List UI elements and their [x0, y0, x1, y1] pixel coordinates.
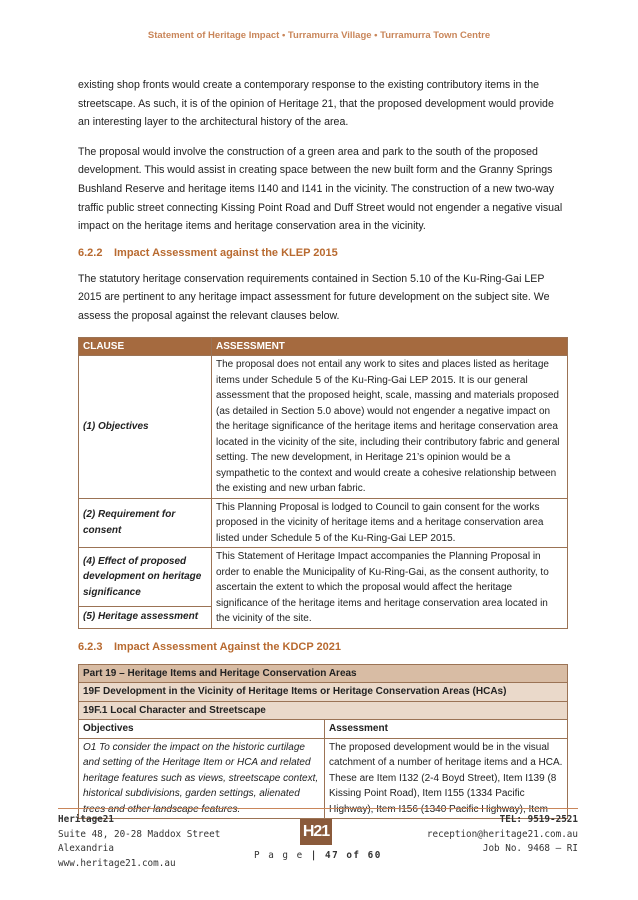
assessment-column-header: Assessment: [325, 720, 568, 739]
footer-contact-left: [58, 813, 220, 871]
subsection-heading: 19F Development in the Vicinity of Heritage Items or Heritage Conservation Areas (HCAs): [79, 683, 568, 702]
section-heading-klep: [78, 247, 568, 259]
footer-website: www.heritage21.com.au: [58, 857, 176, 869]
body-paragraph-3: The statutory heritage conservation requirements contained in Section 5.10 of the Ku-Ring-Gai LEP 2015 are pertinent to any heritage impact assessment for future development on the subject site. We assess the proposal against the relevant clauses below.: [78, 272, 550, 322]
assessment-cell: The proposed development would be in the visual catchment of a number of heritage items and a HCA. These are Item I132 (2-4 Boyd Street), Item I139 (8 Kissing Point Road), Item I155 (1334 Pacific Highway), Item I156 (1340 Pacific Highway), Item: [325, 738, 568, 819]
body-paragraph-2: The proposal would involve the construction of a green area and park to the south of the proposed development. This would assist in creating space between the new built form and the Granny Springs Bushland Reserve and heritage items I140 and I141 in the vicinity. The construction of a new two-way traffic public street connecting Kissing Point Road and Duff Street would not engender a negative visual impact on the heritage items and heritage conservation area in the vicinity.: [78, 145, 563, 233]
page-footer: [58, 813, 578, 873]
section-title: Impact Assessment Against the KDCP 2021: [114, 640, 342, 653]
footer-address-line-1: Suite 48, 20-28 Maddox Street: [58, 828, 221, 840]
page-header: Statement of Heritage Impact • Turramurra Village • Turramurra Town Centre: [147, 30, 491, 41]
assessment-cell: The proposal does not entail any work to sites and places listed as heritage items under Schedule 5 of the Ku-Ring-Gai LEP 2015. It is our general assessment that the proposed height, scale, massing and materials proposed (as detailed in Section 5.0 above) would not engender a negative impact on the heritage significance of the heritage items and heritage conservation area located in the vicinity of the site, including their contributory fabric and general setting. The new development, in Heritage 21’s opinion would be a sympathetic to the context and would create a cohesive relationship between the existing and new urban fabric.: [212, 356, 568, 499]
objectives-column-header: Objectives: [79, 720, 325, 739]
footer-address-line-2: Alexandria: [58, 843, 114, 854]
page-total: 60: [367, 850, 382, 861]
page-number: [254, 850, 394, 861]
table-header-row: [79, 664, 568, 683]
klep-assessment-table: [78, 337, 568, 629]
table-row: [79, 356, 568, 499]
clause-cell: (1) Objectives: [79, 356, 212, 499]
footer-job-number: Job No. 9468 – RI: [482, 843, 578, 854]
page-of: of: [346, 850, 361, 861]
section-number: 6.2.3: [78, 640, 103, 653]
page-label: P a g e: [254, 850, 304, 861]
page-current: 47: [325, 850, 340, 861]
clause-cell: (5) Heritage assessment: [79, 606, 212, 628]
table-header-row: [79, 337, 568, 356]
table-header-row: [79, 683, 568, 702]
assessment-cell: This Statement of Heritage Impact accompanies the Planning Proposal in order to enable the Municipality of Ku-Ring-Gai, as the consent authority, to ascertain the extent to which the proposal would affect the heritage significance of the heritage items and heritage conservation area located in the vicinity of the site.: [212, 548, 568, 629]
assessment-cell: This Planning Proposal is lodged to Council to gain consent for the works proposed in the vicinity of heritage items and a heritage conservation area listed under Schedule 5 of the Ku-Ring-Gai LEP 2015.: [212, 498, 568, 548]
body-paragraph-1: existing shop fronts would create a contemporary response to the existing contributory items in the streetscape. As such, it is of the opinion of Heritage 21, that the proposed development would provide an interesting layer to the architectural history of the area.: [78, 79, 554, 129]
section-number: 6.2.2: [78, 246, 103, 259]
clause-cell: (4) Effect of proposed development on heritage significance: [79, 548, 212, 607]
table-row: [79, 548, 568, 607]
page-separator: |: [310, 850, 318, 861]
footer-divider: [58, 808, 578, 809]
section-title: Impact Assessment against the KLEP 2015: [114, 246, 338, 259]
table-header-row: [79, 720, 568, 739]
kdcp-assessment-table: [78, 664, 568, 820]
footer-contact-right: [427, 813, 578, 857]
part-heading: Part 19 – Heritage Items and Heritage Conservation Areas: [79, 664, 568, 683]
table-header-row: [79, 701, 568, 720]
heritage21-logo: H21: [300, 819, 332, 845]
table-row: [79, 738, 568, 819]
objective-cell: O1 To consider the impact on the historic curtilage and setting of the Heritage Item or HCA and related heritage features such as views, streetscape context, historical subdivisions, garden settings, alienated trees and other landscape features.: [79, 738, 325, 819]
footer-phone: TEL: 9519-2521: [499, 814, 578, 825]
footer-email: reception@heritage21.com.au: [426, 828, 578, 840]
clause-column-header: CLAUSE: [79, 337, 212, 356]
footer-brand: Heritage21: [58, 814, 114, 825]
clause-cell: (2) Requirement for consent: [79, 498, 212, 548]
page-content: [78, 76, 568, 819]
table-row: [79, 498, 568, 548]
section-heading-kdcp: [78, 641, 568, 653]
subsubsection-heading: 19F.1 Local Character and Streetscape: [79, 701, 568, 720]
assessment-column-header: ASSESSMENT: [212, 337, 568, 356]
